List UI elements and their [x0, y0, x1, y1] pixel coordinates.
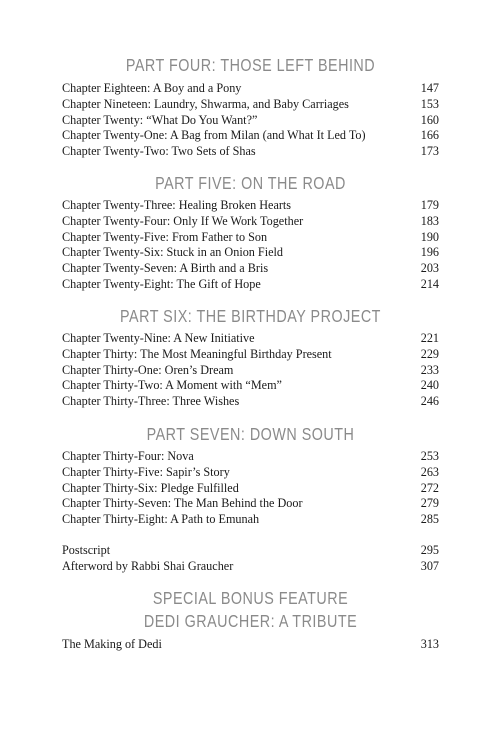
entry-title: Chapter Twenty-One: A Bag from Milan (and What It Led To)	[62, 128, 366, 143]
entry-page-number: 313	[420, 637, 439, 651]
section-heading: PART FOUR: THOSE LEFT BEHIND	[125, 55, 376, 75]
toc-entry	[62, 542, 439, 558]
entry-page-number: 295	[420, 543, 439, 557]
toc-entry	[62, 96, 439, 112]
entry-title: Chapter Nineteen: Laundry, Shwarma, and Baby Carriages	[62, 96, 349, 111]
entry-title: Chapter Thirty-Five: Sapir’s Story	[62, 464, 230, 479]
toc-entry	[62, 229, 439, 245]
toc-entry	[62, 393, 439, 409]
entry-page-number: 279	[420, 496, 439, 511]
entry-title: Chapter Thirty-Two: A Moment with “Mem”	[62, 378, 282, 393]
entry-title: Chapter Thirty-Seven: The Man Behind the Door	[62, 496, 303, 511]
entry-page-number: 253	[420, 449, 439, 463]
entry-title: Chapter Twenty: “What Do You Want?”	[62, 112, 258, 127]
toc-entry	[62, 511, 439, 527]
toc-entry	[62, 143, 439, 159]
entry-title: Chapter Twenty-Six: Stuck in an Onion Field	[62, 245, 283, 260]
toc-entry	[62, 330, 439, 346]
entry-title: Chapter Thirty-Six: Pledge Fulfilled	[62, 480, 239, 495]
toc-entry	[62, 448, 439, 464]
entry-page-number: 229	[420, 346, 439, 361]
section-heading: PART FIVE: ON THE ROAD	[155, 173, 346, 193]
section-heading: DEDI GRAUCHER: A TRIBUTE	[143, 611, 358, 631]
entry-page-number: 246	[420, 394, 439, 409]
entry-title: The Making of Dedi	[62, 637, 162, 651]
entry-page-number: 190	[420, 229, 439, 244]
toc-entry	[62, 80, 439, 96]
section-heading: SPECIAL BONUS FEATURE	[152, 588, 349, 608]
entry-page-number: 307	[420, 558, 439, 573]
entry-page-number: 179	[420, 198, 439, 212]
toc-entry	[62, 495, 439, 511]
entry-title: Chapter Twenty-Five: From Father to Son	[62, 229, 268, 244]
section-heading: PART SIX: THE BIRTHDAY PROJECT	[120, 306, 381, 326]
entry-page-number: 153	[420, 96, 439, 111]
entry-title: Chapter Twenty-Seven: A Birth and a Bris	[62, 261, 269, 276]
toc-entry	[62, 377, 439, 393]
toc-entry	[62, 558, 439, 574]
entry-page-number: 214	[420, 277, 439, 291]
toc-entry	[62, 213, 439, 229]
entry-title: Chapter Twenty-Eight: The Gift of Hope	[62, 277, 261, 291]
toc-entry	[62, 197, 439, 213]
entry-title: Chapter Thirty-Four: Nova	[62, 449, 194, 463]
entry-title: Chapter Thirty-Eight: A Path to Emunah	[62, 512, 260, 527]
toc-entry	[62, 112, 439, 128]
toc-entry	[62, 276, 439, 292]
entry-page-number: 203	[420, 261, 439, 276]
toc-entry	[62, 244, 439, 260]
entry-title: Chapter Twenty-Two: Two Sets of Shas	[62, 144, 256, 159]
entry-page-number: 272	[420, 480, 439, 495]
entry-page-number: 166	[420, 128, 439, 143]
entry-title: Chapter Eighteen: A Boy and a Pony	[62, 81, 242, 95]
toc-entry	[62, 260, 439, 276]
entry-page-number: 147	[420, 81, 439, 95]
entry-page-number: 196	[420, 245, 439, 260]
toc-entry	[62, 480, 439, 496]
entry-title: Chapter Thirty-Three: Three Wishes	[62, 394, 240, 409]
entry-page-number: 221	[420, 331, 439, 345]
toc-entry	[62, 127, 439, 143]
entry-page-number: 160	[420, 112, 439, 127]
entry-title: Chapter Thirty: The Most Meaningful Birthday Present	[62, 346, 332, 361]
entry-title: Postscript	[62, 543, 111, 557]
entry-title: Chapter Thirty-One: Oren’s Dream	[62, 362, 234, 377]
entry-page-number: 233	[420, 362, 439, 377]
entry-page-number: 240	[420, 378, 439, 393]
entry-title: Chapter Twenty-Nine: A New Initiative	[62, 331, 255, 345]
toc-entry	[62, 464, 439, 480]
entry-title: Afterword by Rabbi Shai Graucher	[62, 558, 234, 573]
toc-entry	[62, 636, 439, 652]
entry-title: Chapter Twenty-Four: Only If We Work Together	[62, 213, 304, 228]
toc-entry	[62, 346, 439, 362]
entry-title: Chapter Twenty-Three: Healing Broken Hearts	[62, 198, 292, 212]
entry-page-number: 173	[420, 144, 439, 159]
entry-page-number: 183	[420, 213, 439, 228]
section-heading: PART SEVEN: DOWN SOUTH	[146, 424, 355, 444]
entry-page-number: 263	[420, 464, 439, 479]
toc-entry	[62, 362, 439, 378]
entry-page-number: 285	[420, 512, 439, 527]
table-of-contents	[62, 0, 439, 750]
